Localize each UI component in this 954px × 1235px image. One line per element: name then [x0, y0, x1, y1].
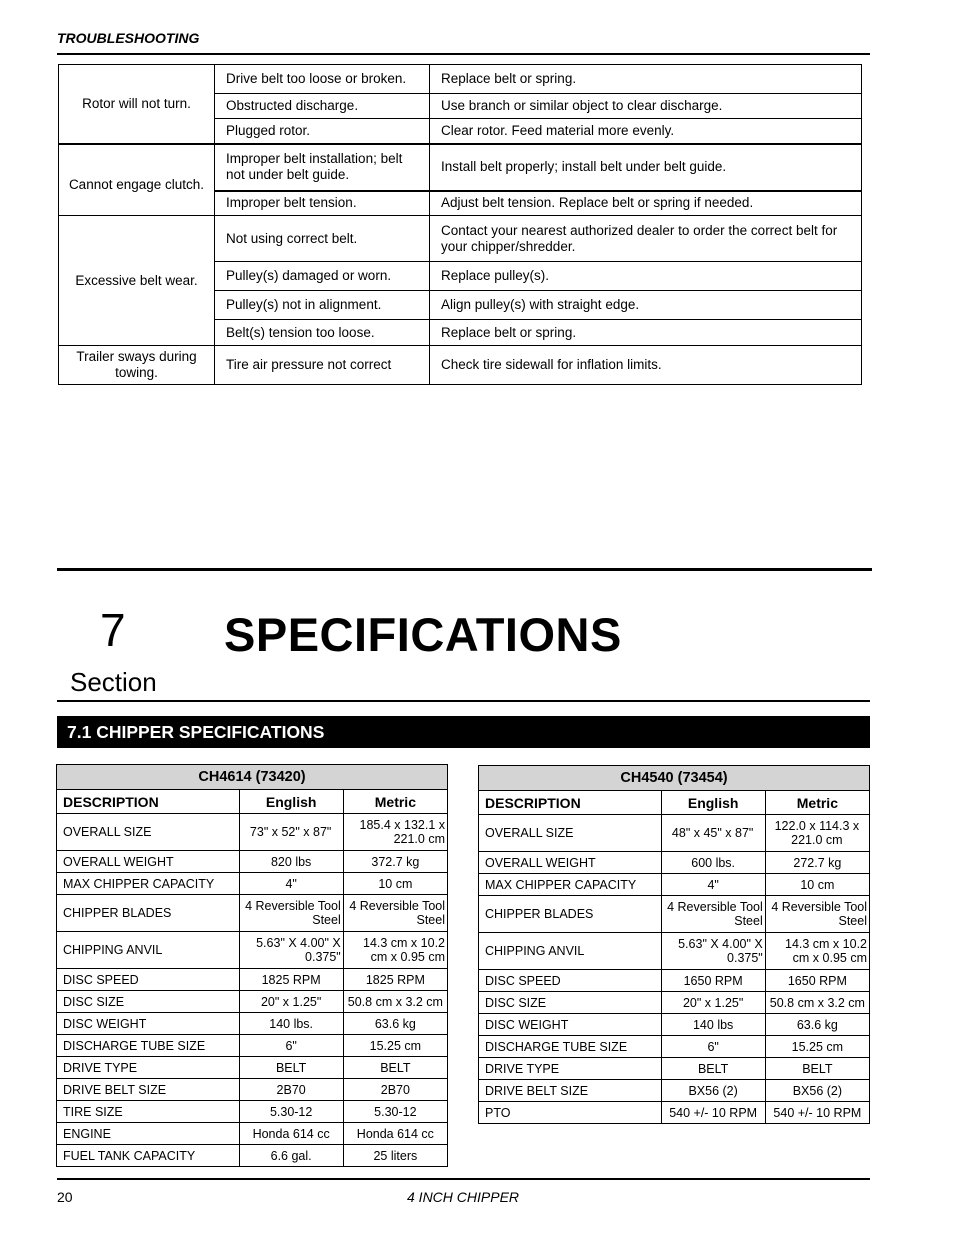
- spec-english: 540 +/- 10 RPM: [661, 1102, 765, 1124]
- column-header-english: English: [239, 790, 343, 814]
- spec-description: PTO: [479, 1102, 662, 1124]
- cause-cell: Plugged rotor.: [215, 119, 430, 144]
- remedy-cell: Adjust belt tension. Replace belt or spring if needed.: [430, 191, 862, 216]
- spec-description: DRIVE BELT SIZE: [57, 1079, 240, 1101]
- problem-cell: Rotor will not turn.: [59, 65, 215, 144]
- spec-description: OVERALL SIZE: [57, 814, 240, 851]
- page-number: 20: [57, 1189, 73, 1205]
- column-header-description: DESCRIPTION: [57, 790, 240, 814]
- spec-metric: 10 cm: [765, 874, 869, 896]
- table-row: [57, 873, 448, 895]
- problem-cell: Cannot engage clutch.: [59, 144, 215, 216]
- column-header-metric: Metric: [765, 791, 869, 815]
- column-header-english: English: [661, 791, 765, 815]
- table-row: [479, 1058, 870, 1080]
- section-number: 7: [100, 604, 126, 656]
- spec-metric: 63.6 kg: [343, 1013, 447, 1035]
- spec-description: DISC SPEED: [479, 970, 662, 992]
- spec-english: 4": [661, 874, 765, 896]
- spec-metric: 4 Reversible Tool Steel: [343, 895, 447, 932]
- cause-cell: Obstructed discharge.: [215, 94, 430, 119]
- column-header-description: DESCRIPTION: [479, 791, 662, 815]
- table-row: [57, 1057, 448, 1079]
- spec-metric: Honda 614 cc: [343, 1123, 447, 1145]
- spec-description: ENGINE: [57, 1123, 240, 1145]
- spec-description: CHIPPER BLADES: [57, 895, 240, 932]
- spec-metric: 50.8 cm x 3.2 cm: [343, 991, 447, 1013]
- spec-english: 5.63" X 4.00" X 0.375": [239, 932, 343, 969]
- spec-description: DISCHARGE TUBE SIZE: [57, 1035, 240, 1057]
- spec-metric: 25 liters: [343, 1145, 447, 1167]
- spec-description: DRIVE BELT SIZE: [479, 1080, 662, 1102]
- spec-english: 4 Reversible Tool Steel: [661, 896, 765, 933]
- remedy-cell: Align pulley(s) with straight edge.: [430, 291, 862, 320]
- spec-english: 20" x 1.25": [239, 991, 343, 1013]
- spec-english: BELT: [239, 1057, 343, 1079]
- spec-description: CHIPPING ANVIL: [57, 932, 240, 969]
- spec-metric: BX56 (2): [765, 1080, 869, 1102]
- spec-english: 6.6 gal.: [239, 1145, 343, 1167]
- table-row: [57, 1123, 448, 1145]
- cause-cell: Belt(s) tension too loose.: [215, 320, 430, 346]
- spec-metric: 540 +/- 10 RPM: [765, 1102, 869, 1124]
- spec-english: 1650 RPM: [661, 970, 765, 992]
- remedy-cell: Replace pulley(s).: [430, 262, 862, 291]
- remedy-cell: Use branch or similar object to clear discharge.: [430, 94, 862, 119]
- spec-metric: 4 Reversible Tool Steel: [765, 896, 869, 933]
- spec-table-ch4614: [56, 764, 448, 1167]
- spec-english: 4": [239, 873, 343, 895]
- spec-english: 5.30-12: [239, 1101, 343, 1123]
- problem-cell: Excessive belt wear.: [59, 216, 215, 346]
- remedy-cell: Install belt properly; install belt under belt guide.: [430, 144, 862, 191]
- table-row: [57, 1145, 448, 1167]
- spec-metric: 15.25 cm: [343, 1035, 447, 1057]
- remedy-cell: Clear rotor. Feed material more evenly.: [430, 119, 862, 144]
- table-row: [479, 992, 870, 1014]
- cause-cell: Not using correct belt.: [215, 216, 430, 262]
- table-row: [59, 65, 862, 94]
- spec-english: 73" x 52" x 87": [239, 814, 343, 851]
- table-row: [479, 1080, 870, 1102]
- table-row: [57, 1101, 448, 1123]
- table-row: [57, 991, 448, 1013]
- spec-english: 20" x 1.25": [661, 992, 765, 1014]
- spec-english: 48" x 45" x 87": [661, 815, 765, 852]
- spec-description: DISC SIZE: [57, 991, 240, 1013]
- troubleshooting-table: [58, 64, 862, 385]
- spec-metric: 10 cm: [343, 873, 447, 895]
- spec-description: CHIPPING ANVIL: [479, 933, 662, 970]
- table-row: [57, 895, 448, 932]
- spec-english: 6": [239, 1035, 343, 1057]
- spec-description: TIRE SIZE: [57, 1101, 240, 1123]
- model-heading: CH4614 (73420): [57, 765, 448, 790]
- table-row: [57, 814, 448, 851]
- spec-metric: 2B70: [343, 1079, 447, 1101]
- spec-metric: 185.4 x 132.1 x 221.0 cm: [343, 814, 447, 851]
- spec-english: 820 lbs: [239, 851, 343, 873]
- spec-metric: 50.8 cm x 3.2 cm: [765, 992, 869, 1014]
- spec-english: 6": [661, 1036, 765, 1058]
- spec-metric: 14.3 cm x 10.2 cm x 0.95 cm: [765, 933, 869, 970]
- spec-metric: 122.0 x 114.3 x 221.0 cm: [765, 815, 869, 852]
- table-row: [479, 1014, 870, 1036]
- spec-metric: 63.6 kg: [765, 1014, 869, 1036]
- cause-cell: Improper belt tension.: [215, 191, 430, 216]
- table-row: [59, 144, 862, 191]
- table-row: [59, 346, 862, 385]
- cause-cell: Drive belt too loose or broken.: [215, 65, 430, 94]
- spec-english: 1825 RPM: [239, 969, 343, 991]
- table-row: [57, 1079, 448, 1101]
- spec-metric: BELT: [765, 1058, 869, 1080]
- remedy-cell: Check tire sidewall for inflation limits.: [430, 346, 862, 385]
- cause-text: Improper belt installation; belt not under belt guide.: [226, 151, 403, 182]
- section-title: SPECIFICATIONS: [224, 608, 622, 661]
- spec-metric: 1650 RPM: [765, 970, 869, 992]
- spec-description: CHIPPER BLADES: [479, 896, 662, 933]
- table-row: [479, 933, 870, 970]
- model-heading: CH4540 (73454): [479, 766, 870, 791]
- table-row: [479, 852, 870, 874]
- section-rule-top: [57, 568, 872, 571]
- spec-metric: 5.30-12: [343, 1101, 447, 1123]
- remedy-cell: Replace belt or spring.: [430, 320, 862, 346]
- page-header-title: TROUBLESHOOTING: [57, 30, 200, 46]
- spec-english: 140 lbs.: [239, 1013, 343, 1035]
- spec-metric: 15.25 cm: [765, 1036, 869, 1058]
- spec-metric: 14.3 cm x 10.2 cm x 0.95 cm: [343, 932, 447, 969]
- table-row: [479, 1102, 870, 1124]
- spec-description: DISC SPEED: [57, 969, 240, 991]
- spec-description: OVERALL WEIGHT: [479, 852, 662, 874]
- subsection-heading: 7.1 CHIPPER SPECIFICATIONS: [57, 716, 870, 748]
- table-row: [479, 970, 870, 992]
- cause-cell: Pulley(s) damaged or worn.: [215, 262, 430, 291]
- table-row: [479, 896, 870, 933]
- footer-rule: [57, 1178, 870, 1180]
- spec-description: MAX CHIPPER CAPACITY: [479, 874, 662, 896]
- table-row: [57, 932, 448, 969]
- spec-metric: 1825 RPM: [343, 969, 447, 991]
- section-rule-bottom: [57, 700, 870, 702]
- spec-description: OVERALL WEIGHT: [57, 851, 240, 873]
- spec-english: Honda 614 cc: [239, 1123, 343, 1145]
- spec-english: 2B70: [239, 1079, 343, 1101]
- cause-cell: [215, 144, 430, 191]
- spec-description: DISCHARGE TUBE SIZE: [479, 1036, 662, 1058]
- table-row: [57, 1013, 448, 1035]
- table-row: [57, 851, 448, 873]
- spec-description: DRIVE TYPE: [479, 1058, 662, 1080]
- table-row: [59, 216, 862, 262]
- spec-description: DRIVE TYPE: [57, 1057, 240, 1079]
- spec-english: 4 Reversible Tool Steel: [239, 895, 343, 932]
- spec-english: 140 lbs: [661, 1014, 765, 1036]
- column-header-metric: Metric: [343, 790, 447, 814]
- spec-table-ch4540: [478, 765, 870, 1124]
- table-row: [479, 815, 870, 852]
- remedy-cell: Replace belt or spring.: [430, 65, 862, 94]
- problem-cell: Trailer sways during towing.: [59, 346, 215, 385]
- cause-cell: Pulley(s) not in alignment.: [215, 291, 430, 320]
- spec-description: OVERALL SIZE: [479, 815, 662, 852]
- table-row: [57, 969, 448, 991]
- header-rule: [57, 53, 870, 55]
- table-row: [479, 1036, 870, 1058]
- spec-metric: 272.7 kg: [765, 852, 869, 874]
- cause-cell: Tire air pressure not correct: [215, 346, 430, 385]
- spec-description: DISC WEIGHT: [57, 1013, 240, 1035]
- spec-english: 600 lbs.: [661, 852, 765, 874]
- spec-description: FUEL TANK CAPACITY: [57, 1145, 240, 1167]
- section-label: Section: [70, 667, 157, 697]
- spec-description: DISC WEIGHT: [479, 1014, 662, 1036]
- spec-metric: BELT: [343, 1057, 447, 1079]
- remedy-cell: Contact your nearest authorized dealer to order the correct belt for your chipper/shredder.: [430, 216, 862, 262]
- table-row: [57, 1035, 448, 1057]
- spec-english: BELT: [661, 1058, 765, 1080]
- footer-title: 4 INCH CHIPPER: [407, 1189, 520, 1205]
- spec-english: BX56 (2): [661, 1080, 765, 1102]
- spec-english: 5.63" X 4.00" X 0.375": [661, 933, 765, 970]
- table-row: [479, 874, 870, 896]
- spec-description: DISC SIZE: [479, 992, 662, 1014]
- spec-description: MAX CHIPPER CAPACITY: [57, 873, 240, 895]
- spec-metric: 372.7 kg: [343, 851, 447, 873]
